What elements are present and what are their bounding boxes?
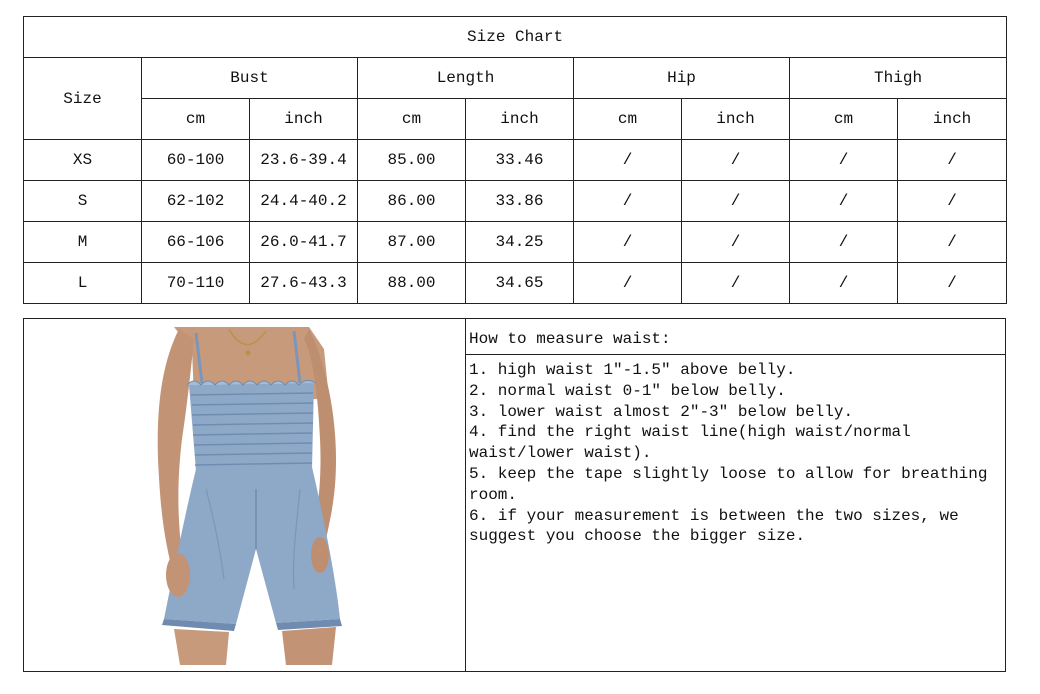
- table-row: [24, 263, 1007, 304]
- table-cell: 66-106: [142, 222, 250, 263]
- table-cell: 85.00: [358, 140, 466, 181]
- table-cell: 26.0-41.7: [250, 222, 358, 263]
- group-header-bust: Bust: [142, 58, 358, 99]
- table-cell: 34.65: [466, 263, 574, 304]
- table-cell: /: [790, 140, 898, 181]
- unit-header: cm: [574, 99, 682, 140]
- unit-header: cm: [358, 99, 466, 140]
- table-cell: /: [790, 263, 898, 304]
- table-cell: /: [682, 181, 790, 222]
- list-item: 4. find the right waist line(high waist/normal waist/lower waist).: [469, 423, 921, 463]
- table-cell: /: [574, 140, 682, 181]
- table-cell: 24.4-40.2: [250, 181, 358, 222]
- table-row: [24, 181, 1007, 222]
- romper-illustration: [24, 319, 466, 673]
- table-cell: /: [898, 263, 1007, 304]
- left-hand: [166, 553, 190, 597]
- size-label: XS: [24, 140, 142, 181]
- table-cell: 33.86: [466, 181, 574, 222]
- table-cell: /: [898, 181, 1007, 222]
- table-cell: /: [574, 222, 682, 263]
- instructions-list: [466, 355, 1005, 547]
- unit-header: cm: [142, 99, 250, 140]
- table-cell: 70-110: [142, 263, 250, 304]
- size-label: M: [24, 222, 142, 263]
- table-cell: 27.6-43.3: [250, 263, 358, 304]
- table-cell: 34.25: [466, 222, 574, 263]
- group-header-thigh: Thigh: [790, 58, 1007, 99]
- table-cell: /: [790, 181, 898, 222]
- unit-header: cm: [790, 99, 898, 140]
- size-column-header: Size: [24, 58, 142, 140]
- right-hand: [311, 537, 329, 573]
- group-header-hip: Hip: [574, 58, 790, 99]
- size-chart-table: [23, 16, 1007, 304]
- table-cell: 88.00: [358, 263, 466, 304]
- table-cell: 87.00: [358, 222, 466, 263]
- table-cell: 33.46: [466, 140, 574, 181]
- size-chart-title: Size Chart: [24, 17, 1007, 58]
- left-leg: [174, 629, 229, 665]
- table-cell: /: [898, 140, 1007, 181]
- right-leg: [282, 627, 336, 665]
- list-item: 3. lower waist almost 2"-3" below belly.: [469, 402, 854, 421]
- instructions-title: How to measure waist:: [466, 319, 1005, 355]
- group-header-length: Length: [358, 58, 574, 99]
- table-cell: /: [682, 222, 790, 263]
- table-cell: 86.00: [358, 181, 466, 222]
- smocked-bodice: [189, 383, 314, 471]
- unit-header: inch: [250, 99, 358, 140]
- table-cell: /: [682, 263, 790, 304]
- table-row: [24, 140, 1007, 181]
- table-cell: 62-102: [142, 181, 250, 222]
- list-item: 1. high waist 1"-1.5" above belly.: [469, 361, 796, 379]
- table-cell: /: [682, 140, 790, 181]
- table-cell: /: [574, 263, 682, 304]
- size-label: L: [24, 263, 142, 304]
- unit-header: inch: [898, 99, 1007, 140]
- table-row: [24, 222, 1007, 263]
- product-photo: [23, 318, 465, 672]
- list-item: 6. if your measurement is between the two sizes, we suggest you choose the bigger size.: [469, 506, 969, 546]
- table-cell: 60-100: [142, 140, 250, 181]
- table-cell: /: [898, 222, 1007, 263]
- measure-instructions: [465, 318, 1006, 672]
- size-label: S: [24, 181, 142, 222]
- table-cell: /: [574, 181, 682, 222]
- table-cell: 23.6-39.4: [250, 140, 358, 181]
- list-item: 5. keep the tape slightly loose to allow for breathing room.: [469, 464, 998, 504]
- unit-header: inch: [682, 99, 790, 140]
- table-cell: /: [790, 222, 898, 263]
- necklace-pendant: [246, 351, 251, 356]
- unit-header: inch: [466, 99, 574, 140]
- list-item: 2. normal waist 0-1" below belly.: [469, 381, 786, 400]
